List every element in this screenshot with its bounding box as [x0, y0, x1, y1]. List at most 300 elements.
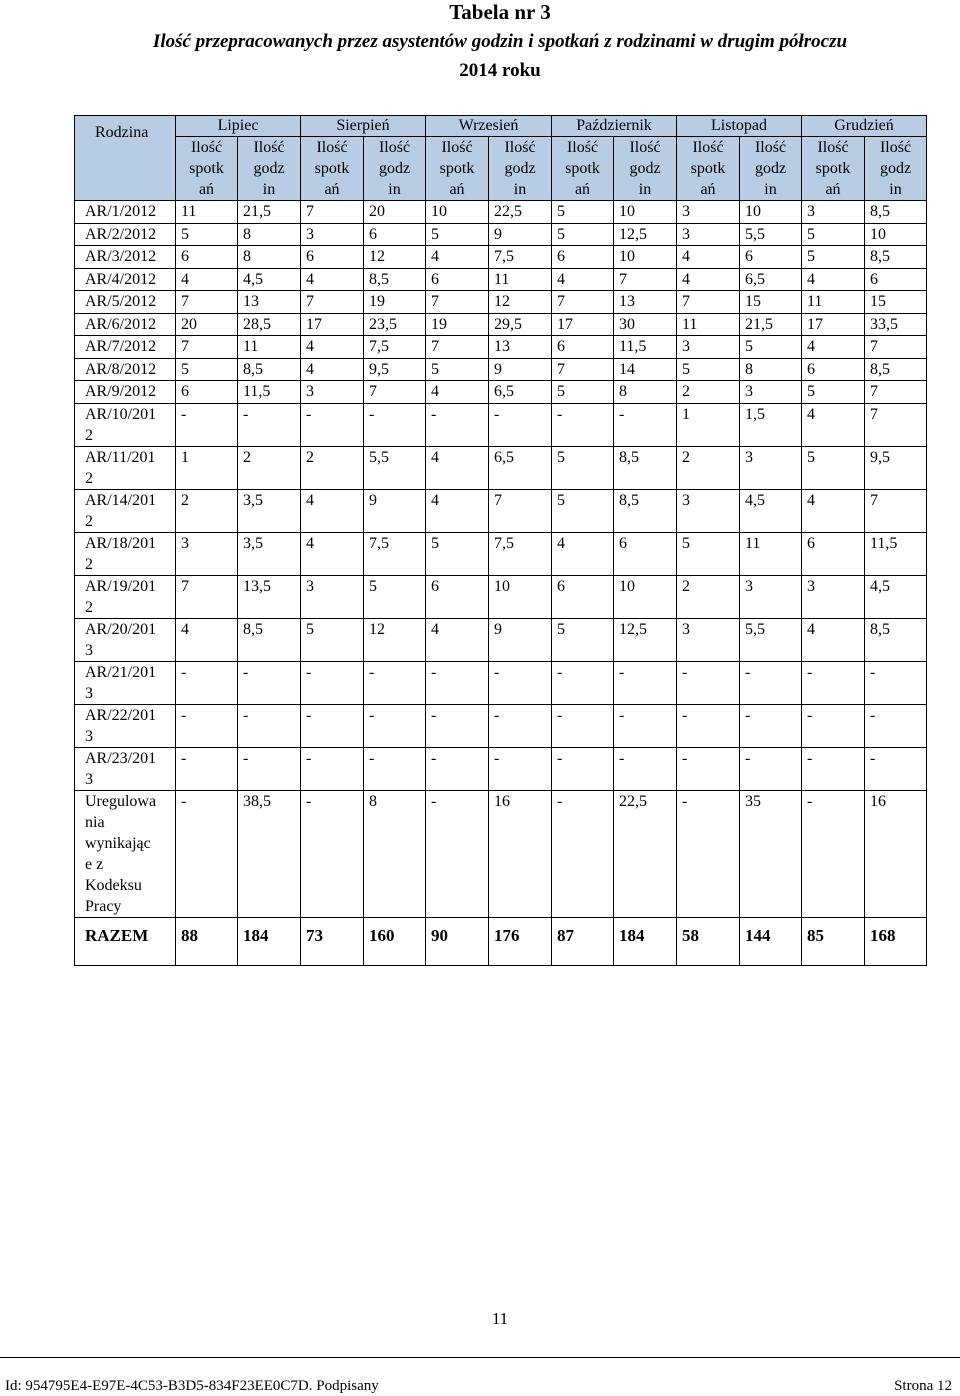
meetings-value-cell: 5: [552, 489, 614, 532]
hours-value-cell: -: [364, 403, 426, 446]
total-value-cell: 168: [865, 917, 927, 965]
meetings-value-cell: -: [677, 661, 740, 704]
meetings-value-cell: 4: [552, 268, 614, 291]
meetings-value-cell: -: [176, 790, 238, 917]
table-row: [75, 575, 927, 618]
family-code-cell: AR/21/201 3: [75, 661, 176, 704]
hours-value-cell: 6: [865, 268, 927, 291]
table-row: [75, 489, 927, 532]
table-row: [75, 268, 927, 291]
hours-value-cell: -: [740, 661, 802, 704]
hours-value-cell: 6,5: [489, 381, 552, 404]
meetings-value-cell: -: [426, 704, 489, 747]
total-value-cell: 184: [238, 917, 301, 965]
footer-page-label: Strona 12: [894, 1378, 952, 1394]
meetings-value-cell: 6: [552, 575, 614, 618]
hours-value-cell: 8,5: [364, 268, 426, 291]
hours-value-cell: 7: [614, 268, 677, 291]
hours-value-cell: 10: [614, 575, 677, 618]
meetings-value-cell: 5: [176, 358, 238, 381]
hours-value-cell: 28,5: [238, 313, 301, 336]
meetings-value-cell: 17: [802, 313, 865, 336]
subheader-meetings: Ilość spotk ań: [426, 137, 489, 201]
meetings-value-cell: -: [176, 747, 238, 790]
hours-value-cell: 9: [489, 618, 552, 661]
meetings-value-cell: 1: [176, 446, 238, 489]
meetings-value-cell: -: [301, 747, 364, 790]
meetings-value-cell: -: [677, 790, 740, 917]
hours-value-cell: 11,5: [865, 532, 927, 575]
meetings-value-cell: 4: [802, 403, 865, 446]
hours-value-cell: -: [238, 704, 301, 747]
meetings-value-cell: 4: [301, 532, 364, 575]
hours-value-cell: 11: [238, 336, 301, 359]
meetings-value-cell: 3: [176, 532, 238, 575]
hours-value-cell: -: [238, 747, 301, 790]
meetings-value-cell: 5: [552, 618, 614, 661]
meetings-value-cell: 5: [552, 223, 614, 246]
meetings-value-cell: -: [426, 790, 489, 917]
meetings-value-cell: -: [301, 403, 364, 446]
meetings-value-cell: 3: [677, 618, 740, 661]
hours-value-cell: 13: [614, 291, 677, 314]
meetings-value-cell: 5: [677, 532, 740, 575]
hours-value-cell: 19: [364, 291, 426, 314]
hours-value-cell: -: [489, 661, 552, 704]
meetings-value-cell: 11: [677, 313, 740, 336]
document-subtitle: Ilość przepracowanych przez asystentów godzin i spotkań z rodzinami w drugim półroczu: [152, 31, 848, 52]
meetings-value-cell: 2: [677, 381, 740, 404]
meetings-value-cell: 4: [301, 358, 364, 381]
family-code-cell: AR/14/201 2: [75, 489, 176, 532]
family-code-cell: AR/18/201 2: [75, 532, 176, 575]
total-value-cell: 176: [489, 917, 552, 965]
hours-value-cell: 10: [614, 246, 677, 269]
hours-value-cell: -: [614, 704, 677, 747]
meetings-value-cell: 5: [802, 446, 865, 489]
hours-value-cell: 21,5: [740, 313, 802, 336]
hours-value-cell: 7,5: [489, 532, 552, 575]
meetings-value-cell: -: [301, 704, 364, 747]
hours-value-cell: 6,5: [740, 268, 802, 291]
hours-value-cell: -: [865, 704, 927, 747]
hours-value-cell: 22,5: [614, 790, 677, 917]
hours-value-cell: 7,5: [364, 336, 426, 359]
hours-value-cell: 23,5: [364, 313, 426, 336]
meetings-value-cell: -: [426, 661, 489, 704]
header-row-months: [75, 116, 927, 137]
hours-value-cell: 12,5: [614, 618, 677, 661]
hours-value-cell: 3: [740, 575, 802, 618]
hours-value-cell: 11,5: [238, 381, 301, 404]
table-row: [75, 223, 927, 246]
meetings-value-cell: 3: [677, 489, 740, 532]
table-row: [75, 446, 927, 489]
month-header: Sierpień: [301, 116, 426, 137]
meetings-value-cell: 7: [301, 201, 364, 224]
table-row: [75, 661, 927, 704]
hours-value-cell: 9: [489, 223, 552, 246]
meetings-value-cell: 4: [301, 489, 364, 532]
hours-value-cell: 7,5: [489, 246, 552, 269]
meetings-value-cell: 17: [301, 313, 364, 336]
hours-value-cell: 1,5: [740, 403, 802, 446]
subheader-meetings: Ilość spotk ań: [552, 137, 614, 201]
meetings-value-cell: 4: [301, 268, 364, 291]
family-code-cell: Uregulowa nia wynikając e z Kodeksu Pracy: [75, 790, 176, 917]
hours-value-cell: -: [614, 747, 677, 790]
meetings-value-cell: -: [552, 661, 614, 704]
hours-value-cell: 3: [740, 381, 802, 404]
table-row: [75, 532, 927, 575]
hours-value-cell: 33,5: [865, 313, 927, 336]
hours-value-cell: 8,5: [614, 489, 677, 532]
meetings-value-cell: 1: [677, 403, 740, 446]
footer-divider: [0, 1357, 960, 1358]
table-row: [75, 403, 927, 446]
hours-value-cell: 8: [238, 223, 301, 246]
family-code-cell: AR/2/2012: [75, 223, 176, 246]
meetings-value-cell: 7: [552, 291, 614, 314]
month-header: Listopad: [677, 116, 802, 137]
hours-value-cell: 15: [740, 291, 802, 314]
table-row: [75, 313, 927, 336]
meetings-value-cell: 5: [552, 201, 614, 224]
hours-value-cell: 7: [865, 381, 927, 404]
total-value-cell: 87: [552, 917, 614, 965]
page-number: 11: [491, 1309, 509, 1328]
meetings-value-cell: 4: [802, 618, 865, 661]
hours-value-cell: -: [489, 747, 552, 790]
hours-value-cell: -: [614, 661, 677, 704]
total-label: RAZEM: [75, 917, 176, 965]
meetings-value-cell: 5: [426, 358, 489, 381]
hours-value-cell: 8: [740, 358, 802, 381]
family-column-header: Rodzina: [75, 116, 176, 201]
table-row: [75, 336, 927, 359]
hours-value-cell: 7,5: [364, 532, 426, 575]
meetings-value-cell: 3: [677, 336, 740, 359]
subheader-meetings: Ilość spotk ań: [301, 137, 364, 201]
meetings-value-cell: 10: [426, 201, 489, 224]
hours-value-cell: 7: [865, 336, 927, 359]
hours-value-cell: 21,5: [238, 201, 301, 224]
hours-value-cell: 38,5: [238, 790, 301, 917]
hours-value-cell: 3,5: [238, 489, 301, 532]
meetings-value-cell: -: [802, 704, 865, 747]
family-code-cell: AR/20/201 3: [75, 618, 176, 661]
table-row: [75, 618, 927, 661]
family-code-cell: AR/22/201 3: [75, 704, 176, 747]
meetings-value-cell: -: [552, 747, 614, 790]
hours-value-cell: 12: [364, 246, 426, 269]
hours-value-cell: 8,5: [865, 358, 927, 381]
subheader-hours: Ilość godz in: [489, 137, 552, 201]
table-row: [75, 790, 927, 917]
meetings-value-cell: 6: [301, 246, 364, 269]
table-row: [75, 704, 927, 747]
meetings-value-cell: 3: [301, 575, 364, 618]
meetings-value-cell: 4: [176, 268, 238, 291]
meetings-value-cell: 17: [552, 313, 614, 336]
family-code-cell: AR/9/2012: [75, 381, 176, 404]
table-row: [75, 291, 927, 314]
table-row: [75, 201, 927, 224]
hours-meetings-table: [74, 115, 927, 966]
hours-value-cell: 9: [489, 358, 552, 381]
hours-value-cell: -: [364, 747, 426, 790]
meetings-value-cell: -: [552, 403, 614, 446]
hours-value-cell: 16: [489, 790, 552, 917]
hours-value-cell: 5: [740, 336, 802, 359]
meetings-value-cell: 6: [552, 336, 614, 359]
hours-value-cell: 6,5: [489, 446, 552, 489]
table-row: [75, 381, 927, 404]
hours-value-cell: 20: [364, 201, 426, 224]
hours-value-cell: 8,5: [865, 618, 927, 661]
hours-value-cell: -: [238, 403, 301, 446]
hours-value-cell: 35: [740, 790, 802, 917]
meetings-value-cell: 3: [301, 381, 364, 404]
meetings-value-cell: 6: [802, 532, 865, 575]
meetings-value-cell: -: [426, 403, 489, 446]
hours-value-cell: 8,5: [865, 246, 927, 269]
meetings-value-cell: 7: [677, 291, 740, 314]
total-value-cell: 144: [740, 917, 802, 965]
hours-value-cell: 11: [740, 532, 802, 575]
hours-value-cell: -: [364, 661, 426, 704]
meetings-value-cell: 6: [552, 246, 614, 269]
total-value-cell: 88: [176, 917, 238, 965]
subheader-hours: Ilość godz in: [865, 137, 927, 201]
month-header: Październik: [552, 116, 677, 137]
meetings-value-cell: -: [552, 790, 614, 917]
total-value-cell: 90: [426, 917, 489, 965]
hours-value-cell: 10: [614, 201, 677, 224]
total-value-cell: 73: [301, 917, 364, 965]
meetings-value-cell: 5: [802, 381, 865, 404]
family-code-cell: AR/6/2012: [75, 313, 176, 336]
subheader-hours: Ilość godz in: [740, 137, 802, 201]
meetings-value-cell: 11: [802, 291, 865, 314]
hours-value-cell: 2: [238, 446, 301, 489]
hours-value-cell: 3,5: [238, 532, 301, 575]
hours-value-cell: 8: [364, 790, 426, 917]
meetings-value-cell: 5: [552, 381, 614, 404]
hours-value-cell: 5: [364, 575, 426, 618]
hours-value-cell: 13,5: [238, 575, 301, 618]
hours-value-cell: 8: [614, 381, 677, 404]
hours-value-cell: 6: [740, 246, 802, 269]
family-code-cell: AR/3/2012: [75, 246, 176, 269]
meetings-value-cell: -: [426, 747, 489, 790]
meetings-value-cell: 6: [426, 575, 489, 618]
hours-value-cell: 8,5: [238, 358, 301, 381]
table-row: [75, 358, 927, 381]
meetings-value-cell: 4: [677, 246, 740, 269]
header-row-subcolumns: [75, 137, 927, 201]
hours-value-cell: 7: [364, 381, 426, 404]
meetings-value-cell: 7: [176, 336, 238, 359]
hours-value-cell: 7: [865, 403, 927, 446]
hours-value-cell: 16: [865, 790, 927, 917]
hours-value-cell: 12,5: [614, 223, 677, 246]
hours-value-cell: 13: [238, 291, 301, 314]
subheader-hours: Ilość godz in: [364, 137, 426, 201]
meetings-value-cell: 4: [802, 336, 865, 359]
hours-value-cell: 29,5: [489, 313, 552, 336]
meetings-value-cell: 2: [301, 446, 364, 489]
meetings-value-cell: 4: [426, 446, 489, 489]
hours-value-cell: 6: [364, 223, 426, 246]
hours-value-cell: -: [865, 747, 927, 790]
hours-value-cell: 7: [489, 489, 552, 532]
meetings-value-cell: 2: [677, 575, 740, 618]
hours-value-cell: -: [489, 704, 552, 747]
hours-value-cell: 9: [364, 489, 426, 532]
hours-value-cell: 4,5: [740, 489, 802, 532]
meetings-value-cell: 4: [677, 268, 740, 291]
family-code-cell: AR/7/2012: [75, 336, 176, 359]
family-code-cell: AR/11/201 2: [75, 446, 176, 489]
subheader-hours: Ilość godz in: [238, 137, 301, 201]
meetings-value-cell: -: [301, 661, 364, 704]
meetings-value-cell: -: [552, 704, 614, 747]
subheader-hours: Ilość godz in: [614, 137, 677, 201]
meetings-value-cell: 7: [552, 358, 614, 381]
hours-value-cell: 30: [614, 313, 677, 336]
month-header: Grudzień: [802, 116, 927, 137]
document-year-line: 2014 roku: [459, 60, 541, 81]
meetings-value-cell: 4: [802, 489, 865, 532]
hours-value-cell: -: [740, 704, 802, 747]
subheader-meetings: Ilość spotk ań: [802, 137, 865, 201]
hours-value-cell: 22,5: [489, 201, 552, 224]
hours-value-cell: 4,5: [238, 268, 301, 291]
hours-value-cell: -: [614, 403, 677, 446]
hours-value-cell: 5,5: [364, 446, 426, 489]
hours-value-cell: 9,5: [865, 446, 927, 489]
meetings-value-cell: 5: [802, 246, 865, 269]
hours-value-cell: -: [364, 704, 426, 747]
meetings-value-cell: -: [176, 704, 238, 747]
hours-value-cell: 13: [489, 336, 552, 359]
hours-value-cell: 12: [489, 291, 552, 314]
meetings-value-cell: 4: [426, 246, 489, 269]
meetings-value-cell: 7: [301, 291, 364, 314]
hours-value-cell: 8,5: [238, 618, 301, 661]
meetings-value-cell: 11: [176, 201, 238, 224]
hours-value-cell: 7: [865, 489, 927, 532]
meetings-value-cell: 2: [677, 446, 740, 489]
hours-value-cell: 9,5: [364, 358, 426, 381]
meetings-value-cell: 7: [176, 575, 238, 618]
meetings-value-cell: -: [176, 403, 238, 446]
hours-value-cell: 11,5: [614, 336, 677, 359]
total-value-cell: 184: [614, 917, 677, 965]
hours-value-cell: -: [489, 403, 552, 446]
meetings-value-cell: 3: [802, 575, 865, 618]
meetings-value-cell: 4: [426, 381, 489, 404]
total-row: [75, 917, 927, 965]
total-value-cell: 58: [677, 917, 740, 965]
meetings-value-cell: 7: [176, 291, 238, 314]
hours-value-cell: 12: [364, 618, 426, 661]
hours-value-cell: -: [865, 661, 927, 704]
meetings-value-cell: 7: [426, 336, 489, 359]
month-header: Lipiec: [176, 116, 301, 137]
meetings-value-cell: -: [677, 747, 740, 790]
meetings-value-cell: -: [802, 747, 865, 790]
family-code-cell: AR/10/201 2: [75, 403, 176, 446]
hours-value-cell: 5,5: [740, 618, 802, 661]
meetings-value-cell: 3: [677, 223, 740, 246]
hours-value-cell: 8,5: [614, 446, 677, 489]
table-row: [75, 747, 927, 790]
meetings-value-cell: 6: [176, 381, 238, 404]
family-code-cell: AR/8/2012: [75, 358, 176, 381]
meetings-value-cell: 4: [176, 618, 238, 661]
meetings-value-cell: 5: [426, 532, 489, 575]
meetings-value-cell: 4: [426, 618, 489, 661]
meetings-value-cell: 4: [301, 336, 364, 359]
total-value-cell: 160: [364, 917, 426, 965]
hours-value-cell: 6: [614, 532, 677, 575]
meetings-value-cell: 6: [176, 246, 238, 269]
meetings-value-cell: 5: [301, 618, 364, 661]
footer-document-id: Id: 954795E4-E97E-4C53-B3D5-834F23EE0C7D. Podpisany: [5, 1378, 379, 1394]
table-row: [75, 246, 927, 269]
subheader-meetings: Ilość spotk ań: [176, 137, 238, 201]
meetings-value-cell: 5: [802, 223, 865, 246]
meetings-value-cell: 7: [426, 291, 489, 314]
hours-value-cell: 15: [865, 291, 927, 314]
hours-value-cell: 10: [865, 223, 927, 246]
meetings-value-cell: 6: [802, 358, 865, 381]
hours-value-cell: 11: [489, 268, 552, 291]
family-code-cell: AR/1/2012: [75, 201, 176, 224]
hours-value-cell: -: [238, 661, 301, 704]
meetings-value-cell: -: [677, 704, 740, 747]
meetings-value-cell: 19: [426, 313, 489, 336]
meetings-value-cell: 5: [176, 223, 238, 246]
hours-value-cell: 4,5: [865, 575, 927, 618]
meetings-value-cell: 5: [426, 223, 489, 246]
meetings-value-cell: 3: [677, 201, 740, 224]
subheader-meetings: Ilość spotk ań: [677, 137, 740, 201]
meetings-value-cell: 2: [176, 489, 238, 532]
meetings-value-cell: 4: [426, 489, 489, 532]
month-header: Wrzesień: [426, 116, 552, 137]
family-code-cell: AR/19/201 2: [75, 575, 176, 618]
meetings-value-cell: 3: [802, 201, 865, 224]
meetings-value-cell: 4: [802, 268, 865, 291]
hours-value-cell: -: [740, 747, 802, 790]
meetings-value-cell: 20: [176, 313, 238, 336]
family-code-cell: AR/23/201 3: [75, 747, 176, 790]
meetings-value-cell: 5: [552, 446, 614, 489]
hours-value-cell: 10: [740, 201, 802, 224]
meetings-value-cell: 6: [426, 268, 489, 291]
family-code-cell: AR/4/2012: [75, 268, 176, 291]
total-value-cell: 85: [802, 917, 865, 965]
meetings-value-cell: -: [802, 661, 865, 704]
hours-value-cell: 3: [740, 446, 802, 489]
document-title: Tabela nr 3: [449, 0, 551, 24]
hours-value-cell: 5,5: [740, 223, 802, 246]
meetings-value-cell: -: [802, 790, 865, 917]
meetings-value-cell: -: [176, 661, 238, 704]
